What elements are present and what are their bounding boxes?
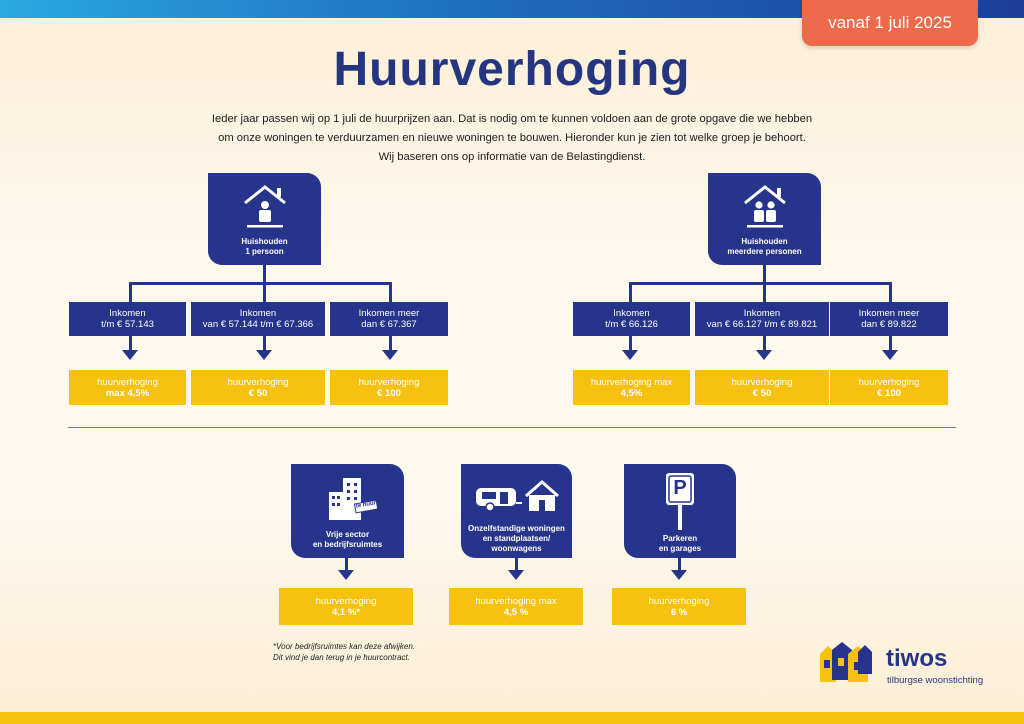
arrow-down-icon — [622, 350, 638, 360]
rent-increase-value: 4,1 %* — [332, 606, 360, 618]
income-range: t/m € 66.126 — [605, 319, 658, 330]
rent-increase-label: huurverhoging — [227, 376, 289, 388]
rent-increase-label: huurverhoging — [358, 376, 420, 388]
connector — [263, 282, 266, 302]
household-label: Huishouden — [741, 237, 788, 246]
connector — [389, 282, 392, 302]
category-label: en standplaatsen/ — [482, 534, 551, 543]
rent-increase-label: huurverhoging — [97, 376, 158, 388]
parking-letter: P — [673, 477, 687, 499]
income-title: Inkomen — [743, 308, 781, 319]
connector — [629, 282, 632, 302]
connector — [389, 336, 392, 350]
buildings-for-rent-icon — [325, 474, 377, 520]
bottom-yellow-bar — [0, 712, 1024, 724]
rent-increase-value: 4,5 % — [503, 606, 529, 618]
income-box — [191, 302, 325, 336]
arrow-down-icon — [256, 350, 272, 360]
rent-increase-label: huurverhoging — [731, 376, 793, 388]
income-title: Inkomen meer — [358, 308, 420, 319]
rent-increase-label: huurverhoging — [315, 595, 377, 607]
rent-increase-value: € 50 — [752, 387, 772, 399]
connector — [129, 282, 392, 285]
connector — [263, 265, 266, 283]
footnote-line: *Voor bedrijfsruimtes kan deze afwijken. — [273, 642, 415, 651]
income-box — [573, 302, 690, 336]
rent-increase-box — [612, 588, 746, 625]
connector — [515, 558, 518, 570]
category-label: woonwagens — [491, 544, 542, 553]
intro-text — [180, 110, 844, 167]
arrow-down-icon — [382, 350, 398, 360]
income-box — [330, 302, 448, 336]
rent-increase-box — [330, 370, 448, 405]
intro-line: Wij baseren ons op informatie van de Belastingdienst. — [378, 151, 646, 163]
rent-increase-box — [69, 370, 186, 405]
intro-line: Ieder jaar passen wij op 1 juli de huurprijzen aan. Dat is nodig om te kunnen voldoen aan de grote opgave die we hebben — [211, 113, 813, 125]
arrow-down-icon — [882, 350, 898, 360]
connector — [889, 336, 892, 350]
rent-increase-box — [191, 370, 325, 405]
income-title: Inkomen — [109, 308, 146, 319]
rent-increase-value: € 50 — [248, 387, 268, 399]
income-range: t/m € 57.143 — [101, 319, 154, 330]
house-single-person-icon — [241, 183, 289, 229]
logo-tagline: tilburgse woonstichting — [887, 675, 984, 686]
house-two-persons-icon — [741, 183, 789, 229]
parking-box — [624, 464, 736, 558]
household-label: Huishouden — [241, 237, 288, 246]
connector — [629, 336, 632, 350]
intro-line: om onze woningen te verduurzamen en nieuwe woningen te bouwen. Hieronder kun je zien tot welke groep je behoort. — [218, 132, 806, 144]
arrow-down-icon — [508, 570, 524, 580]
connector — [129, 336, 132, 350]
household-single-box — [208, 173, 321, 265]
income-range: dan € 89.822 — [861, 319, 917, 330]
date-banner: vanaf 1 juli 2025 — [802, 0, 978, 46]
category-label: Onzelfstandige woningen — [468, 524, 565, 533]
arrow-down-icon — [122, 350, 138, 360]
connector — [678, 558, 681, 570]
rent-increase-box — [573, 370, 690, 405]
arrow-down-icon — [338, 570, 354, 580]
rent-increase-value: max 4,5% — [105, 387, 150, 399]
income-title: Inkomen meer — [858, 308, 920, 319]
page-title: Huurverhoging — [333, 43, 691, 96]
rent-increase-label: huurverhoging max — [590, 376, 673, 388]
household-label: meerdere personen — [727, 247, 802, 256]
free-sector-box — [291, 464, 404, 558]
rent-increase-value: 4,5% — [620, 387, 643, 399]
connector — [129, 282, 132, 302]
connector — [629, 282, 892, 285]
non-independent-box — [461, 464, 572, 558]
rent-increase-value: € 100 — [377, 387, 401, 399]
logo-name: tiwos — [886, 645, 948, 672]
income-range: van € 66.127 t/m € 89.821 — [706, 319, 818, 330]
caravan-and-house-icon — [474, 478, 562, 514]
household-multi-box — [708, 173, 821, 265]
rent-increase-box — [695, 370, 829, 405]
connector — [889, 282, 892, 302]
connector — [763, 282, 766, 302]
rent-increase-value: € 100 — [877, 387, 901, 399]
arrow-down-icon — [671, 570, 687, 580]
income-box — [69, 302, 186, 336]
income-box — [695, 302, 829, 336]
income-range: dan € 67.367 — [361, 319, 417, 330]
rent-increase-label: huurverhoging max — [475, 595, 557, 607]
footnote — [273, 641, 415, 663]
rent-increase-box — [449, 588, 583, 625]
category-label: en garages — [658, 544, 702, 553]
income-range: van € 57.144 t/m € 67.366 — [202, 319, 314, 330]
connector — [263, 336, 266, 350]
tiwos-logo-icon — [818, 640, 874, 684]
section-divider — [68, 427, 956, 428]
category-label: Parkeren — [662, 534, 698, 543]
footnote-line: Dit vind je dan terug in je huurcontract. — [273, 653, 410, 662]
category-label: en bedrijfsruimtes — [312, 540, 383, 549]
income-title: Inkomen — [239, 308, 277, 319]
connector — [763, 265, 766, 283]
arrow-down-icon — [756, 350, 772, 360]
rent-increase-value: 6 % — [670, 606, 688, 618]
rent-increase-label: huurverhoging — [858, 376, 920, 388]
for-rent-sign-text: te huur — [355, 500, 377, 510]
category-label: Vrije sector — [325, 530, 370, 539]
rent-increase-label: huurverhoging — [648, 595, 710, 607]
income-title: Inkomen — [613, 308, 650, 319]
connector — [763, 336, 766, 350]
rent-increase-box — [830, 370, 948, 405]
rent-increase-box — [279, 588, 413, 625]
income-box — [830, 302, 948, 336]
connector — [345, 558, 348, 570]
household-label: 1 persoon — [245, 247, 284, 256]
